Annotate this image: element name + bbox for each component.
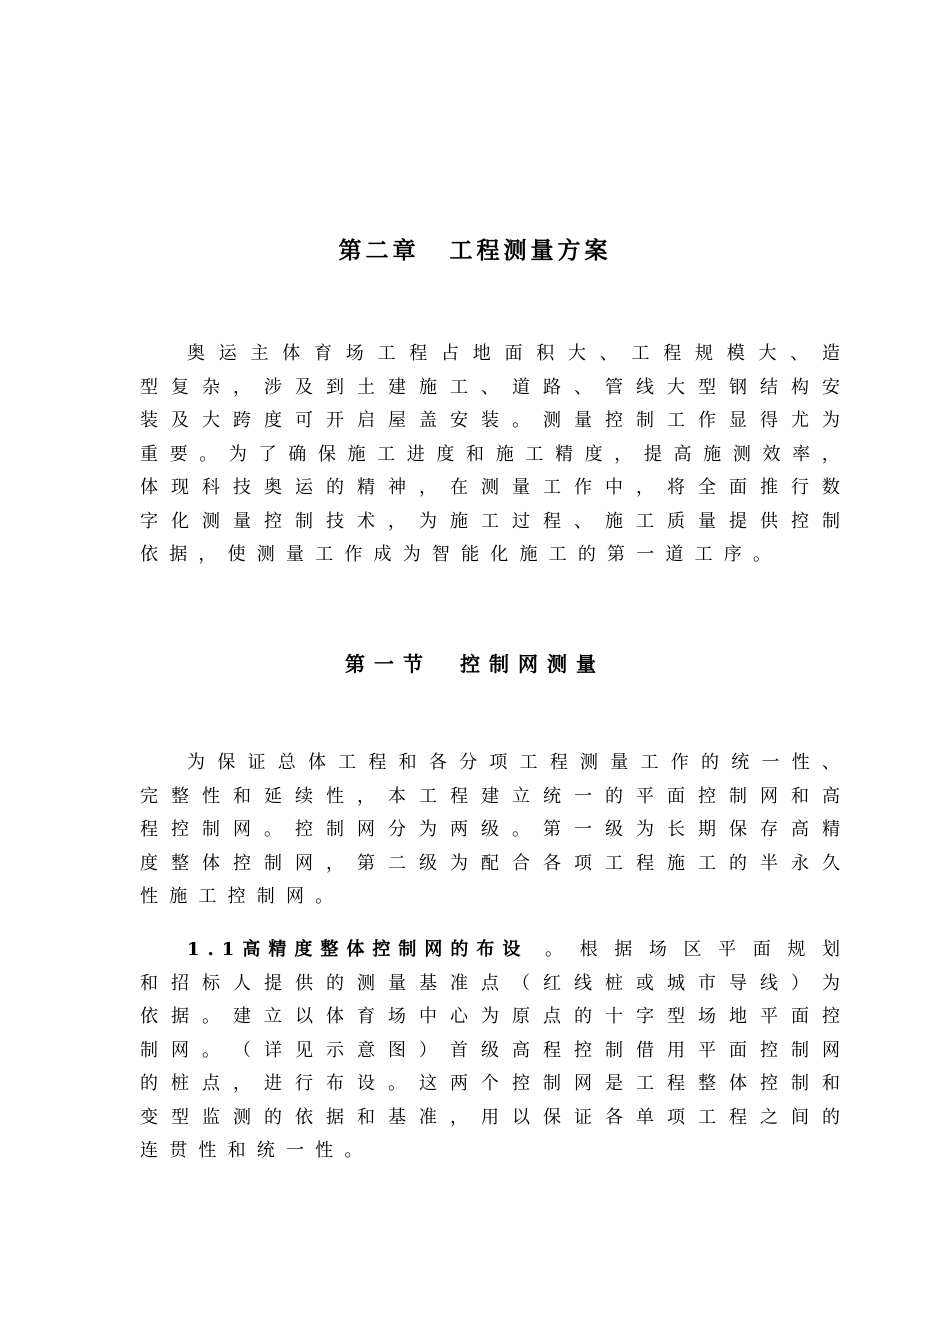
text-line: 依 据 ， 使 测 量 工 作 成 为 智 能 化 施 工 的 第 一 道 工 序 。 [140,544,771,565]
text-line: 字 化 测 量 控 制 技 术 ， 为 施 工 过 程 、 施 工 质 量 提 供 控 制 [140,510,840,532]
chapter-label: 第二章 [338,237,420,264]
text-line: 型 复 杂 ， 涉 及 到 土 建 施 工 、 道 路 、 管 线 大 型 钢 结 构 安 [140,376,840,398]
text-line: 和 招 标 人 提 供 的 测 量 基 准 点 （ 红 线 桩 或 城 市 导 线 ） 为 [140,972,840,994]
text-line: 变 型 监 测 的 依 据 和 基 准 ， 用 以 保 证 各 单 项 工 程 之 间 的 [140,1106,840,1128]
section-paragraph [140,746,840,914]
text-line: 装 及 大 跨 度 可 开 启 屋 盖 安 装 。 测 量 控 制 工 作 显 得 尤 为 [140,410,840,431]
chapter-title: 工程测量方案 [449,237,612,264]
text-line: 连 贯 性 和 统 一 性 。 [140,1140,363,1161]
chapter-heading [0,232,950,265]
section-heading [0,648,950,677]
text-line: 为 保 证 总 体 工 程 和 各 分 项 工 程 测 量 工 作 的 统 一 性 、 [187,752,840,773]
text-line: 奥 运 主 体 育 场 工 程 占 地 面 积 大 、 工 程 规 模 大 、 造 [187,343,840,364]
text-line: 的 桩 点 ， 进 行 布 设 。 这 两 个 控 制 网 是 工 程 整 体 控 制 和 [140,1073,840,1094]
subsection-paragraph [140,933,840,1168]
text-line: 依 据 。 建 立 以 体 育 场 中 心 为 原 点 的 十 字 型 场 地 平 面 控 [140,1006,840,1027]
section-title: 控制网测量 [460,652,605,676]
text-line: 制 网 。 （ 详 见 示 意 图 ） 首 级 高 程 控 制 借 用 平 面 控 制 网 [140,1039,840,1061]
text-line: 性 施 工 控 制 网 。 [140,886,334,907]
subsection-heading: 1.1高精度整体控制网的布设 [187,939,529,960]
text-line: 重 要 。 为 了 确 保 施 工 进 度 和 施 工 精 度 ， 提 高 施 测 效 率 ， [140,443,840,465]
intro-paragraph [140,337,840,572]
text-line: 1.1高精度整体控制网的布设 。 根 据 场 区 平 面 规 划 [140,933,840,967]
section-label: 第一节 [345,652,432,676]
text-line: 体 现 科 技 奥 运 的 精 神 ， 在 测 量 工 作 中 ， 将 全 面 推 行 数 [140,477,840,498]
text-line: 程 控 制 网 。 控 制 网 分 为 两 级 。 第 一 级 为 长 期 保 存 高 精 [140,819,840,840]
text-line: 完 整 性 和 延 续 性 ， 本 工 程 建 立 统 一 的 平 面 控 制 网 和 高 [140,785,840,807]
text-line: 度 整 体 控 制 网 ， 第 二 级 为 配 合 各 项 工 程 施 工 的 半 永 久 [140,852,840,874]
